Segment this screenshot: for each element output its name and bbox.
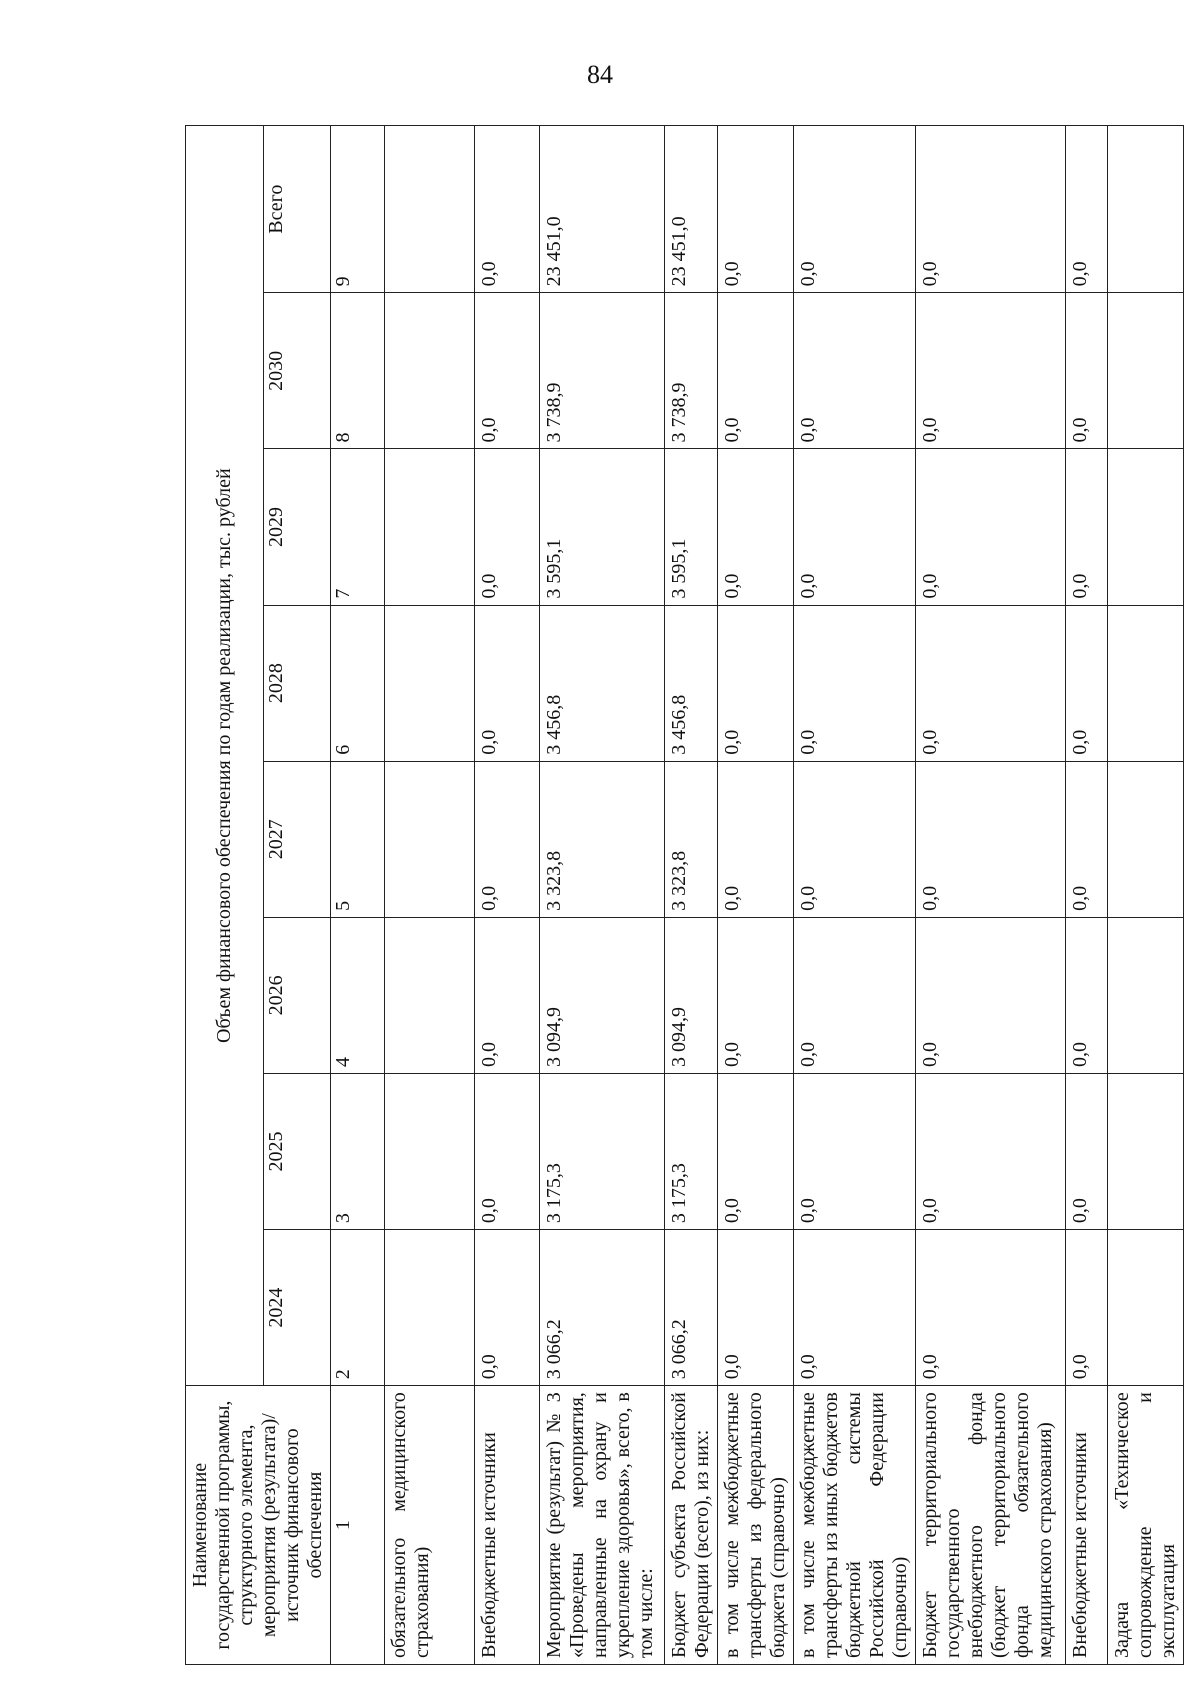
row-value: 3 323,8 <box>540 761 665 917</box>
row-value: 3 175,3 <box>665 1073 718 1229</box>
row-value: 0,0 <box>794 126 916 293</box>
row-value: 0,0 <box>718 605 794 761</box>
row-value: 0,0 <box>916 293 1066 449</box>
row-value: 0,0 <box>794 917 916 1073</box>
table-row <box>540 126 665 1665</box>
column-index: 9 <box>331 126 385 293</box>
row-label: Мероприятие (результат) № 3 «Проведены мероприятия, направленные на охрану и укрепление здоровья», всего, в том числе: <box>540 1386 665 1665</box>
row-value: 0,0 <box>718 917 794 1073</box>
row-value: 0,0 <box>916 1230 1066 1386</box>
row-value <box>1108 917 1184 1073</box>
row-value: 0,0 <box>1066 293 1108 449</box>
row-value <box>1108 1230 1184 1386</box>
row-value <box>385 1230 475 1386</box>
column-index: 8 <box>331 293 385 449</box>
header-row <box>186 126 264 1665</box>
row-value <box>1108 1073 1184 1229</box>
row-value: 0,0 <box>916 1073 1066 1229</box>
table-row <box>718 126 794 1665</box>
row-value: 0,0 <box>718 126 794 293</box>
row-value: 0,0 <box>475 293 540 449</box>
column-index: 7 <box>331 449 385 605</box>
row-value: 0,0 <box>916 761 1066 917</box>
row-value: 0,0 <box>475 449 540 605</box>
row-value: 0,0 <box>1066 126 1108 293</box>
table-row <box>665 126 718 1665</box>
row-value: 0,0 <box>1066 1073 1108 1229</box>
row-value: 3 094,9 <box>540 917 665 1073</box>
row-value <box>385 917 475 1073</box>
row-value: 0,0 <box>916 605 1066 761</box>
table-row <box>916 126 1066 1665</box>
row-value: 3 595,1 <box>665 449 718 605</box>
column-index: 6 <box>331 605 385 761</box>
row-value: 0,0 <box>1066 605 1108 761</box>
row-value: 3 066,2 <box>665 1230 718 1386</box>
column-index: 4 <box>331 917 385 1073</box>
row-value: 0,0 <box>475 605 540 761</box>
header-year: 2028 <box>263 605 330 761</box>
row-value: 3 094,9 <box>665 917 718 1073</box>
row-value: 0,0 <box>916 449 1066 605</box>
row-value: 0,0 <box>794 293 916 449</box>
table-row <box>475 126 540 1665</box>
table-frame <box>185 125 1200 1658</box>
row-label: Бюджет субъекта Российской Федерации (всего), из них: <box>665 1386 718 1665</box>
header-year: 2029 <box>263 449 330 605</box>
row-value: 0,0 <box>475 1230 540 1386</box>
row-value: 0,0 <box>1066 1230 1108 1386</box>
column-index: 3 <box>331 1073 385 1229</box>
row-value: 3 066,2 <box>540 1230 665 1386</box>
table-row <box>1066 126 1108 1665</box>
row-label: в том числе межбюджетные трансферты из иных бюджетов бюджетной системы Российской Федерации (справочно) <box>794 1386 916 1665</box>
row-label: Задача «Техническое сопровождение и эксплуатация <box>1108 1386 1184 1665</box>
page-number: 84 <box>587 60 613 89</box>
row-value: 0,0 <box>794 1073 916 1229</box>
row-value: 0,0 <box>1066 917 1108 1073</box>
table-row <box>794 126 916 1665</box>
row-value <box>1108 126 1184 293</box>
header-financing-group: Объем финансового обеспечения по годам реализации, тыс. рублей <box>186 126 264 1386</box>
row-value: 0,0 <box>718 761 794 917</box>
row-label: обязательного медицинского страхования) <box>385 1386 475 1665</box>
row-value: 0,0 <box>718 449 794 605</box>
row-value: 0,0 <box>794 761 916 917</box>
header-total: Всего <box>263 126 330 293</box>
row-value: 23 451,0 <box>665 126 718 293</box>
row-value <box>1108 293 1184 449</box>
row-value <box>385 293 475 449</box>
row-value: 3 456,8 <box>665 605 718 761</box>
row-label: Внебюджетные источники <box>1066 1386 1108 1665</box>
header-year: 2024 <box>263 1230 330 1386</box>
row-value <box>1108 605 1184 761</box>
table-row <box>385 126 475 1665</box>
row-value: 0,0 <box>794 449 916 605</box>
row-value: 3 323,8 <box>665 761 718 917</box>
row-value <box>385 126 475 293</box>
row-value <box>385 1073 475 1229</box>
row-value: 0,0 <box>475 126 540 293</box>
column-index: 1 <box>331 1386 385 1665</box>
row-label: Бюджет территориального государственного внебюджетного фонда (бюджет территориального фонда обязательного медицинского страхования) <box>916 1386 1066 1665</box>
row-value: 0,0 <box>475 917 540 1073</box>
header-year: 2025 <box>263 1073 330 1229</box>
row-value: 0,0 <box>916 126 1066 293</box>
header-year: 2026 <box>263 917 330 1073</box>
row-value: 0,0 <box>794 605 916 761</box>
row-value: 0,0 <box>475 761 540 917</box>
row-value: 0,0 <box>1066 449 1108 605</box>
column-index: 5 <box>331 761 385 917</box>
row-value <box>1108 449 1184 605</box>
row-value: 3 738,9 <box>665 293 718 449</box>
row-value: 0,0 <box>718 1073 794 1229</box>
row-value: 3 738,9 <box>540 293 665 449</box>
row-value: 0,0 <box>794 1230 916 1386</box>
row-value <box>385 449 475 605</box>
header-name-column: Наименование государственной программы, структурного элемента, мероприятия (результата)/источник финансового обеспечения <box>186 1386 331 1665</box>
header-year: 2030 <box>263 293 330 449</box>
row-value: 0,0 <box>916 917 1066 1073</box>
row-value: 0,0 <box>475 1073 540 1229</box>
row-label: в том числе межбюджетные трансферты из федерального бюджета (справочно) <box>718 1386 794 1665</box>
table-row <box>1108 126 1184 1665</box>
row-value: 3 456,8 <box>540 605 665 761</box>
header-year: 2027 <box>263 761 330 917</box>
row-value: 3 595,1 <box>540 449 665 605</box>
row-value: 23 451,0 <box>540 126 665 293</box>
column-index: 2 <box>331 1230 385 1386</box>
row-label: Внебюджетные источники <box>475 1386 540 1665</box>
row-value <box>1108 761 1184 917</box>
row-value: 0,0 <box>718 293 794 449</box>
row-value <box>385 761 475 917</box>
row-value <box>385 605 475 761</box>
rotated-table-container <box>185 125 1179 1665</box>
financing-table <box>185 125 1184 1665</box>
column-index-row <box>331 126 385 1665</box>
row-value: 3 175,3 <box>540 1073 665 1229</box>
row-value: 0,0 <box>1066 761 1108 917</box>
row-value: 0,0 <box>718 1230 794 1386</box>
